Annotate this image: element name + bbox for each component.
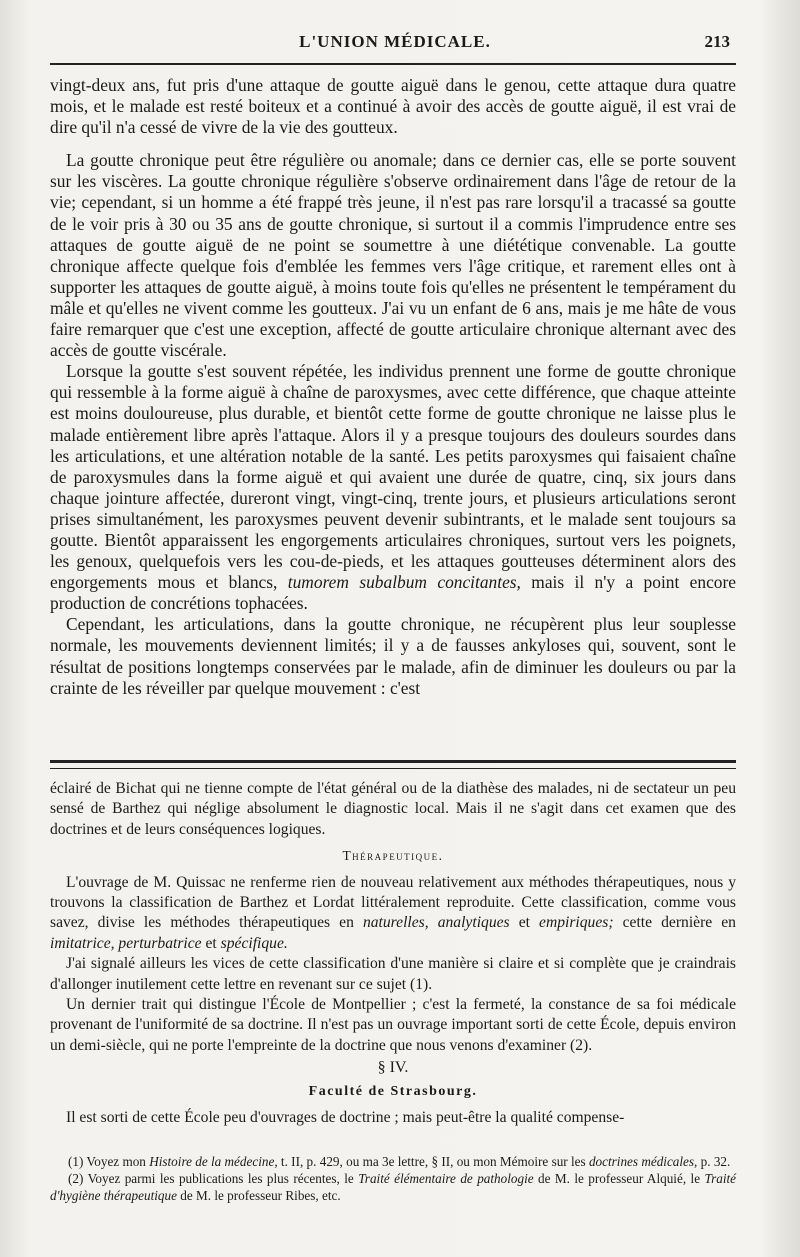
book-title: Traité d'hygiène thérapeutique [50,1170,737,1203]
paragraph-3-text: Lorsque la goutte s'est souvent répétée, les individus prennent une forme de goutte chronique qui ressemble à la forme aiguë à chaîne de paroxysmes, avec cette différence, que chaque atteinte est moins douloureuse, plus durable, et bientôt cette forme de goutte chronique ne laisse plus le malade entièrement libre après l'attaque. Alors il y a presque toujours des douleurs sourdes dans les articulations, et une altération notable de la santé. Les petits paroxysmes qui faisaient chaîne de paroxysmules dans la forme aiguë et qui avaient une durée de quatre, cinq, six jours dans chaque jointure affectée, dureront vingt, vingt-cinq, trente jours, et plusieurs articulations seront prises simultanément, les paroxysmes peuvent devenir subintrants, et le malade sent toujours sa goutte. Bientôt apparaissent les engorgements articulaires chroniques, surtout vers les poignets, les genoux, quelquefois vers les cou-de-pieds, et les attaques goutteuses déterminent alors des engorgements mous et blancs, [50,361,736,593]
text-run: L'ouvrage de M. Quissac ne renferme rien de nouveau relativement aux méthodes thérapeutiques, nous y trouvons la classification de Barthez et Lordat littéralement reproduite. Cette classification, comme vous savez, divise les méthodes thérapeutiques en [50,873,736,932]
header-rule [50,63,736,65]
text-run: et [518,914,530,932]
paragraph-4: Cependant, les articulations, dans la goutte chronique, ne récupèrent plus leur souplesse normale, les mouvements deviennent limités; il y a de fausses ankyloses qui, souvent, sont le résultat de positions longtemps conservées par le malade, afin de diminuer les douleurs ou par la crainte de les réveiller par quelque mouvement : c'est [50,614,736,698]
footnote-1 [50,1154,736,1171]
paragraph-1: vingt-deux ans, fut pris d'une attaque de goutte aiguë dans le genou, cette attaque dura quatre mois, et le malade est resté boiteux et a continué à avoir des accès de goutte aiguë, il est vrai de dire qu'il n'a cessé de vivre de la vie des goutteux. [50,75,736,138]
feuilleton-paragraph-5: Il est sorti de cette École peu d'ouvrages de doctrine ; mais peut-être la qualité compense- [66,1109,625,1127]
section-number: § IV. [377,1059,409,1077]
text-run: et [205,934,217,952]
text-run: cette dernière en [622,914,736,932]
text-run: (2) Voyez parmi les publications les plus récentes, le [68,1170,354,1186]
text-run: de M. le professeur Alquié, le [538,1170,701,1186]
running-title: L'UNION MÉDICALE. [299,32,491,51]
page-header [50,30,740,58]
feuilleton-paragraph-2 [50,873,736,955]
italic-term: naturelles, analytiques [362,914,510,932]
main-column [50,75,736,699]
text-run: (1) Voyez mon [68,1154,146,1169]
footnote-2 [50,1171,736,1205]
italic-term: imitatrice, perturbatrice [50,934,202,952]
book-title: Traité élémentaire de pathologie [358,1170,534,1186]
feuilleton-rule [50,760,736,763]
paragraph-2: La goutte chronique peut être régulière ou anomale; dans ce dernier cas, elle se porte souvent sur les viscères. La goutte chronique régulière s'observe ordinairement dans l'âge de retour de la vie; cependant, si un homme a été frappé très jeune, il n'est pas rare lorsqu'il a tracassé sa goutte de le voir pris à 30 ou 35 ans de goutte chronique, si surtout il a commis l'imprudence entre ses attaques de goutte aiguë de ne point se soumettre à une diététique convenable. La goutte chronique affecte quelque fois d'emblée les femmes vers l'âge critique, et rarement elles ont à supporter les attaques de goutte aiguë, à moins toute fois qu'elles ne présentent le tempérament du mâle et qu'elles ne vivent comme les goutteux. J'ai vu un enfant de 6 ans, mais je me hâte de vous faire remarquer que c'est une exception, affecté de goutte articulaire chronique alternant avec des accès de goutte viscérale. [50,150,736,361]
italic-term: spécifique. [220,934,288,952]
feuilleton-rule-thin [50,768,736,769]
faculty-heading: Faculté de Strasbourg. [308,1083,478,1099]
feuilleton-column [50,779,736,1129]
feuilleton-paragraph-4: Un dernier trait qui distingue l'École de Montpellier ; c'est la fermeté, la constance de sa foi médicale provenant de l'uniformité de sa doctrine. Il n'est pas un ouvrage important sorti de cette École, depuis environ un demi-siècle, qui ne porte l'empreinte de la doctrine que nous venons d'examiner (2). [50,996,736,1054]
section-heading-therapeutique: Thérapeutique. [342,848,444,864]
feuilleton-paragraph-1: éclairé de Bichat qui ne tienne compte de l'état général ou de la diathèse des malades, ni de sectateur un peu sensé de Barthez qui néglige absolument le diagnostic local. Mais il ne s'agit dans cet examen que des doctrines et de leurs conséquences logiques. [50,780,736,838]
feuilleton-paragraph-3: J'ai signalé ailleurs les vices de cette classification d'une manière si claire et si complète que je craindrais d'allonger inutilement cette lettre en revenant sur ce sujet (1). [50,955,736,993]
book-title: doctrines médicales, [588,1154,698,1169]
latin-quote: tumorem subalbum concitantes, [287,572,521,593]
book-title: Histoire de la médecine, [149,1154,278,1169]
footnotes [50,1154,736,1204]
paragraph-3-end: mais il n'y a point encore production de concrétions tophacées. [50,572,737,614]
text-run: de M. le professeur Ribes, etc. [180,1187,341,1203]
page-number: 213 [704,32,730,51]
text-run: p. 32. [700,1154,731,1169]
text-run: t. II, p. 429, ou ma 3e lettre, § II, ou mon Mémoire sur les [280,1154,586,1169]
paragraph-3 [50,361,736,614]
italic-term: empiriques; [539,914,614,932]
